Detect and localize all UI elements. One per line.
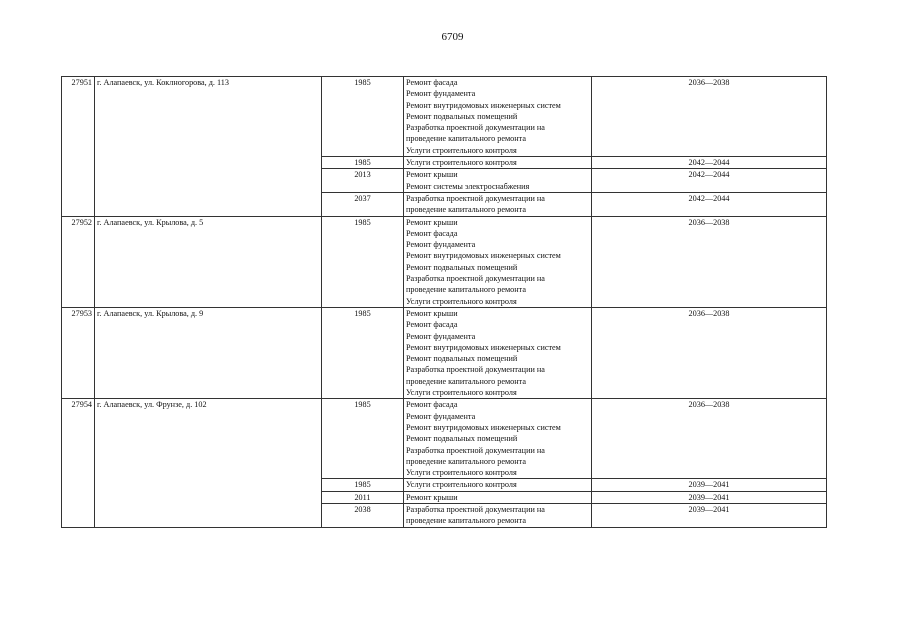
work-item: Разработка проектной документации на — [406, 123, 545, 133]
table-row — [62, 77, 827, 157]
work-item: Ремонт подвальных помещений — [406, 262, 518, 272]
work-item: Ремонт фасада — [406, 320, 458, 330]
row-works — [404, 192, 592, 216]
row-works — [404, 399, 592, 479]
record-id: 27951 — [62, 77, 95, 217]
work-item: проведение капитального ремонта — [406, 285, 526, 295]
work-item: Ремонт фундамента — [406, 411, 476, 421]
work-item: Услуги строительного контроля — [406, 480, 517, 490]
work-item: проведение капитального ремонта — [406, 205, 526, 215]
work-item: Ремонт внутридомовых инженерных систем — [406, 251, 561, 261]
work-item: Ремонт внутридомовых инженерных систем — [406, 422, 561, 432]
work-item: Ремонт крыши — [406, 492, 458, 502]
record-id: 27953 — [62, 307, 95, 398]
work-item: проведение капитального ремонта — [406, 456, 526, 466]
work-item: Ремонт системы электроснабжения — [406, 181, 530, 191]
row-year: 1985 — [322, 77, 404, 157]
table-row — [62, 216, 827, 307]
work-item: Ремонт фундамента — [406, 240, 476, 250]
work-item: Ремонт подвальных помещений — [406, 354, 518, 364]
record-id: 27954 — [62, 399, 95, 527]
row-year: 2013 — [322, 169, 404, 193]
work-item: Ремонт фундамента — [406, 89, 476, 99]
row-period: 2042—2044 — [592, 169, 827, 193]
work-item: проведение капитального ремонта — [406, 134, 526, 144]
row-works — [404, 491, 592, 503]
row-works — [404, 503, 592, 527]
record-id: 27952 — [62, 216, 95, 307]
work-item: Ремонт фундамента — [406, 331, 476, 341]
work-item: проведение капитального ремонта — [406, 376, 526, 386]
work-item: Ремонт внутридомовых инженерных систем — [406, 100, 561, 110]
row-year: 2038 — [322, 503, 404, 527]
work-item: Услуги строительного контроля — [406, 468, 517, 478]
work-item: Услуги строительного контроля — [406, 296, 517, 306]
row-works — [404, 307, 592, 398]
table-body — [62, 77, 827, 528]
row-year: 1985 — [322, 479, 404, 491]
row-works — [404, 77, 592, 157]
row-year: 1985 — [322, 216, 404, 307]
work-item: Ремонт крыши — [406, 170, 458, 180]
row-period: 2042—2044 — [592, 157, 827, 169]
work-item: Ремонт крыши — [406, 308, 458, 318]
work-item: Разработка проектной документации на — [406, 504, 545, 514]
record-address: г. Алапаевск, ул. Крылова, д. 5 — [95, 216, 322, 307]
work-item: Ремонт подвальных помещений — [406, 434, 518, 444]
work-item: Ремонт внутридомовых инженерных систем — [406, 342, 561, 352]
work-item: Ремонт фасада — [406, 400, 458, 410]
work-item: проведение капитального ремонта — [406, 516, 526, 526]
row-period: 2042—2044 — [592, 192, 827, 216]
work-item: Ремонт крыши — [406, 217, 458, 227]
row-year: 1985 — [322, 399, 404, 479]
row-period: 2039—2041 — [592, 491, 827, 503]
row-period: 2036—2038 — [592, 399, 827, 479]
record-address: г. Алапаевск, ул. Крылова, д. 9 — [95, 307, 322, 398]
row-period: 2036—2038 — [592, 77, 827, 157]
capital-repair-table — [61, 76, 827, 528]
row-works — [404, 169, 592, 193]
row-works — [404, 157, 592, 169]
table-row — [62, 307, 827, 398]
row-works — [404, 479, 592, 491]
work-item: Разработка проектной документации на — [406, 445, 545, 455]
row-year: 2037 — [322, 192, 404, 216]
row-period: 2039—2041 — [592, 503, 827, 527]
record-address: г. Алапаевск, ул. Коклногорова, д. 113 — [95, 77, 322, 217]
work-item: Ремонт подвальных помещений — [406, 111, 518, 121]
work-item: Ремонт фасада — [406, 228, 458, 238]
work-item: Услуги строительного контроля — [406, 388, 517, 398]
table-row — [62, 399, 827, 479]
work-item: Разработка проектной документации на — [406, 193, 545, 203]
row-period: 2036—2038 — [592, 216, 827, 307]
work-item: Услуги строительного контроля — [406, 158, 517, 168]
work-item: Ремонт фасада — [406, 78, 458, 87]
row-year: 1985 — [322, 307, 404, 398]
record-address: г. Алапаевск, ул. Фрунзе, д. 102 — [95, 399, 322, 527]
page-number: 6709 — [441, 31, 464, 43]
work-item: Разработка проектной документации на — [406, 274, 545, 284]
row-period: 2039—2041 — [592, 479, 827, 491]
work-item: Услуги строительного контроля — [406, 145, 517, 155]
work-item: Разработка проектной документации на — [406, 365, 545, 375]
row-year: 1985 — [322, 157, 404, 169]
row-year: 2011 — [322, 491, 404, 503]
row-period: 2036—2038 — [592, 307, 827, 398]
row-works — [404, 216, 592, 307]
